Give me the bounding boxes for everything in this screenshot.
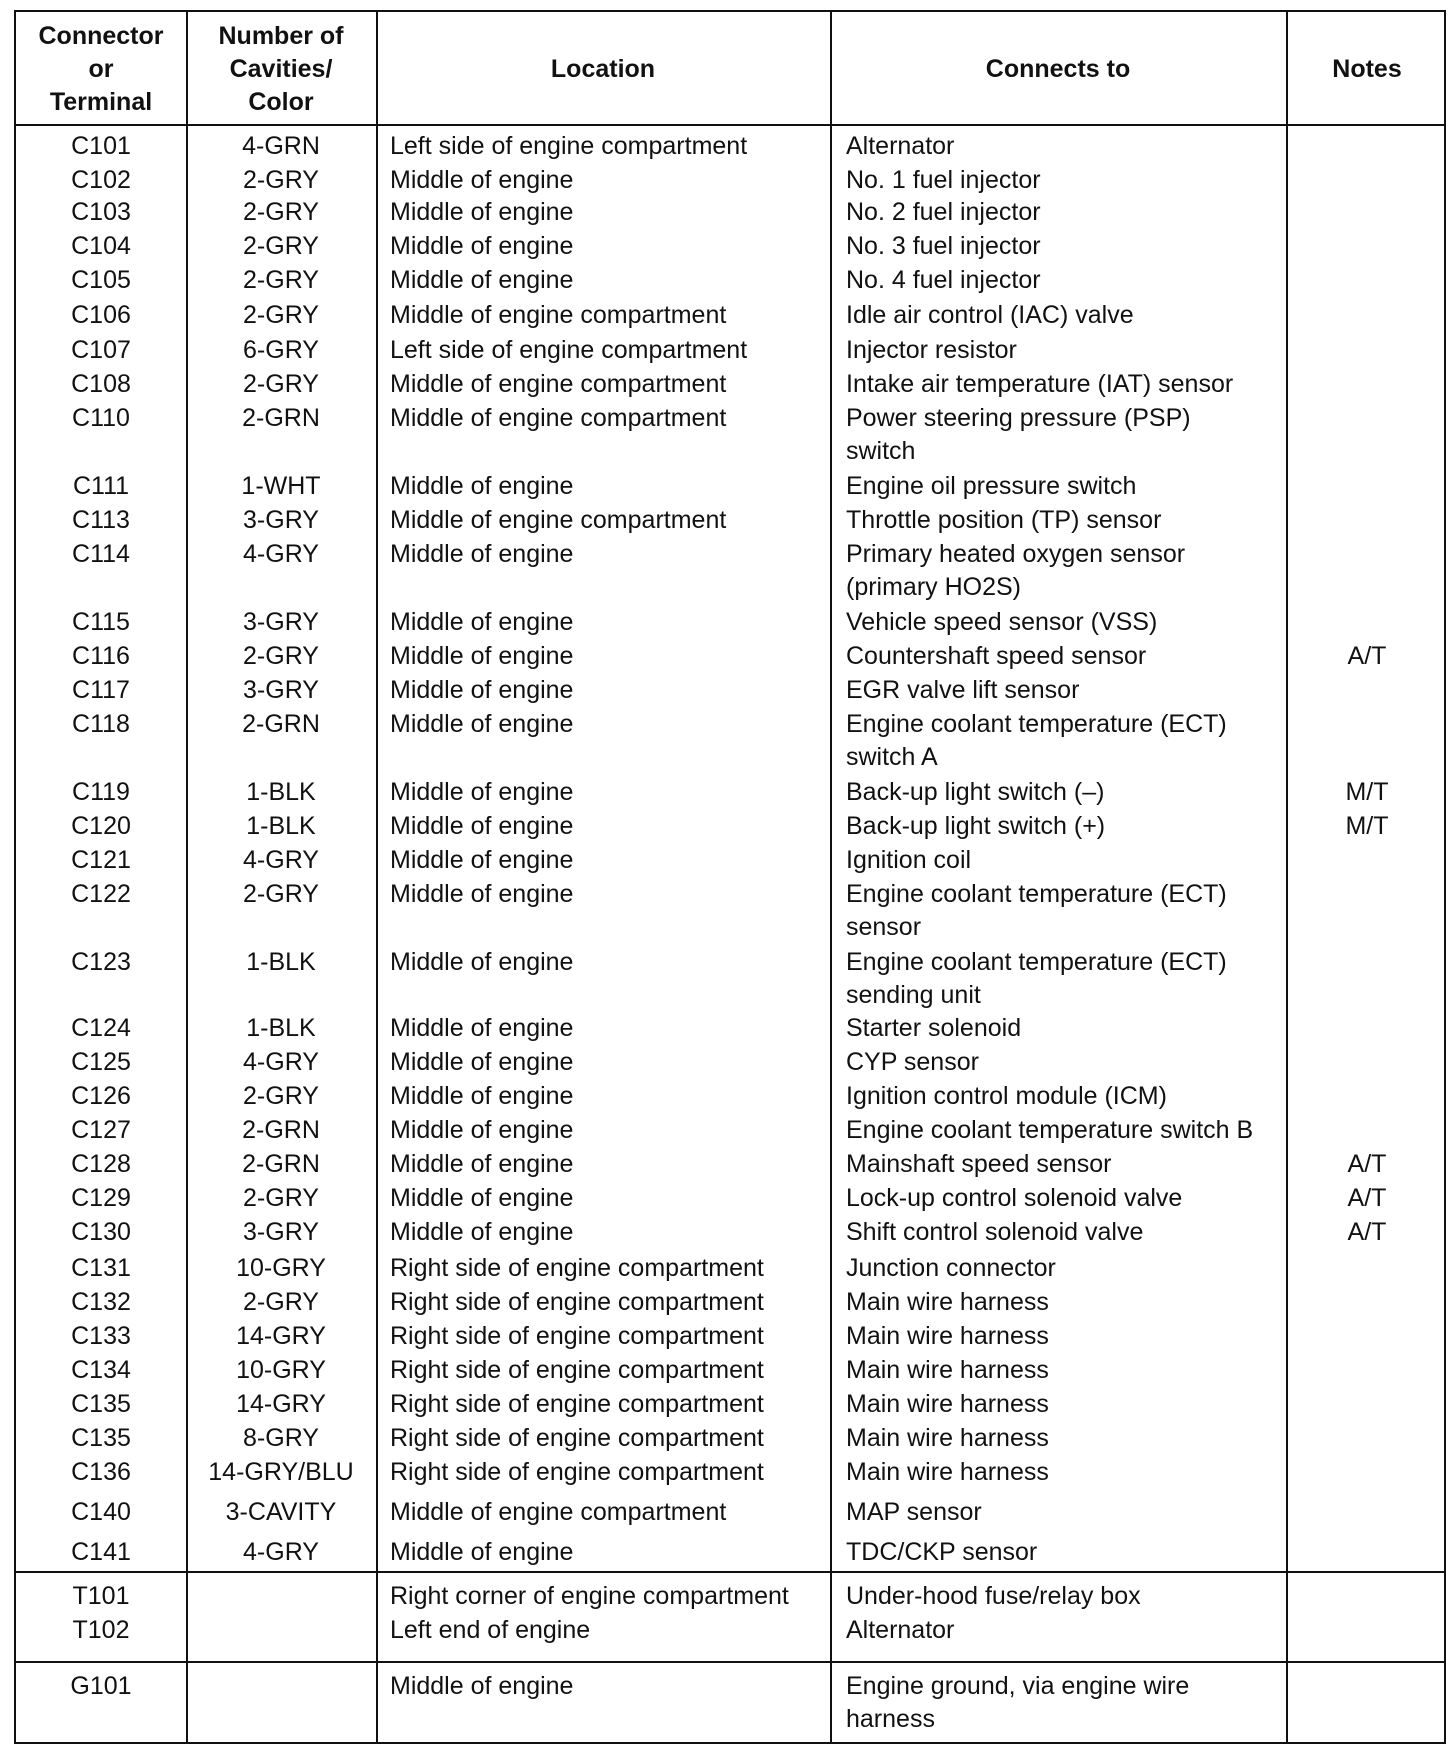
connector-id: C103 [71,198,131,226]
cavity-color: 2-GRY [243,1184,319,1212]
connector-id: C119 [72,778,130,806]
location: Middle of engine [390,1538,574,1566]
connector-id: C123 [71,948,131,976]
notes: A/T [1347,1218,1387,1246]
connects-to: Injector resistor [846,336,1017,364]
connects-to: Main wire harness [846,1288,1049,1316]
location: Middle of engine [390,1116,574,1144]
connector-id: T102 [72,1616,130,1644]
connector-id: C128 [71,1150,131,1178]
section-divider [16,1661,1444,1663]
location: Middle of engine [390,1184,574,1212]
connector-id: C127 [71,1116,131,1144]
location: Middle of engine [390,676,574,704]
cavity-color: 4-GRY [243,540,319,568]
cavity-color: 4-GRY [243,846,319,874]
connects-to: TDC/CKP sensor [846,1538,1038,1566]
location: Middle of engine [390,880,574,908]
cavity-color: 3-GRY [243,1218,319,1246]
connector-id: C136 [71,1458,131,1486]
location: Right side of engine compartment [390,1254,764,1282]
connects-to: Engine coolant temperature switch B [846,1116,1254,1144]
location: Right side of engine compartment [390,1390,764,1418]
location: Right side of engine compartment [390,1458,764,1486]
location: Left end of engine [390,1616,591,1644]
notes: M/T [1345,812,1389,840]
location: Middle of engine compartment [390,301,727,329]
location: Middle of engine [390,472,574,500]
connects-to: No. 3 fuel injector [846,232,1041,260]
connector-id: C130 [71,1218,131,1246]
location: Middle of engine [390,540,574,568]
connector-id: C102 [71,166,131,194]
location: Left side of engine compartment [390,336,748,364]
connects-to: No. 4 fuel injector [846,266,1041,294]
connects-to: Lock-up control solenoid valve [846,1184,1183,1212]
connects-to: No. 1 fuel injector [846,166,1041,194]
connector-id: T101 [72,1582,130,1610]
connects-to: Back-up light switch (–) [846,778,1105,806]
location: Middle of engine [390,812,574,840]
connector-id: C120 [71,812,131,840]
header-location: Location [550,54,656,83]
connects-to: Engine coolant temperature (ECT) sending unit [846,948,1227,1009]
connects-to: Main wire harness [846,1424,1049,1452]
connects-to: Under-hood fuse/relay box [846,1582,1141,1610]
location: Middle of engine [390,642,574,670]
connects-to: Shift control solenoid valve [846,1218,1144,1246]
location: Middle of engine [390,778,574,806]
location: Middle of engine compartment [390,506,727,534]
connects-to: Engine ground, via engine wire harness [846,1672,1190,1733]
connects-to: Engine coolant temperature (ECT) sensor [846,880,1227,941]
location: Middle of engine [390,948,574,976]
connector-id: C113 [72,506,130,534]
column-divider [1286,12,1288,1742]
header-connector: Connector or Terminal [38,21,164,116]
connects-to: Mainshaft speed sensor [846,1150,1112,1178]
cavity-color: 14-GRY [236,1322,326,1350]
cavity-color: 14-GRY/BLU [208,1458,354,1486]
header-notes: Notes [1332,54,1402,83]
connector-id: C110 [72,404,130,432]
connector-id: C118 [72,710,130,738]
location: Middle of engine [390,166,574,194]
connects-to: Alternator [846,1616,955,1644]
location: Middle of engine [390,198,574,226]
connector-id: C135 [71,1390,131,1418]
cavity-color: 4-GRY [243,1048,319,1076]
cavity-color: 3-GRY [243,506,319,534]
location: Right side of engine compartment [390,1288,764,1316]
cavity-color: 1-BLK [246,1014,316,1042]
header-cavities: Number of Cavities/ Color [218,21,344,116]
cavity-color: 2-GRN [242,1116,320,1144]
location: Middle of engine [390,1218,574,1246]
connects-to: Power steering pressure (PSP) switch [846,404,1191,465]
notes: A/T [1347,642,1387,670]
cavity-color: 2-GRY [243,266,319,294]
cavity-color: 2-GRY [243,880,319,908]
cavity-color: 2-GRY [243,370,319,398]
connector-id: C125 [71,1048,131,1076]
connector-id: C117 [72,676,130,704]
location: Left side of engine compartment [390,132,748,160]
connects-to: Intake air temperature (IAT) sensor [846,370,1234,398]
connector-id: C106 [71,301,131,329]
connector-id: C132 [71,1288,131,1316]
connects-to: Ignition control module (ICM) [846,1082,1167,1110]
connector-id: C104 [71,232,131,260]
location: Right side of engine compartment [390,1424,764,1452]
connects-to: EGR valve lift sensor [846,676,1080,704]
cavity-color: 3-CAVITY [225,1498,337,1526]
location: Right corner of engine compartment [390,1582,789,1610]
connector-id: C126 [71,1082,131,1110]
cavity-color: 10-GRY [236,1356,326,1384]
location: Middle of engine [390,608,574,636]
cavity-color: 10-GRY [236,1254,326,1282]
connector-id: C114 [72,540,130,568]
cavity-color: 1-BLK [246,778,316,806]
connector-table [14,10,1446,1744]
cavity-color: 2-GRY [243,642,319,670]
connector-id: C141 [71,1538,131,1566]
location: Middle of engine compartment [390,370,727,398]
cavity-color: 6-GRY [243,336,319,364]
connector-id: C134 [71,1356,131,1384]
connects-to: Main wire harness [846,1322,1049,1350]
notes: A/T [1347,1150,1387,1178]
cavity-color: 2-GRY [243,1288,319,1316]
location: Middle of engine compartment [390,1498,727,1526]
cavity-color: 8-GRY [243,1424,319,1452]
cavity-color: 4-GRN [242,132,320,160]
cavity-color: 4-GRY [243,1538,319,1566]
connects-to: Vehicle speed sensor (VSS) [846,608,1158,636]
cavity-color: 1-WHT [241,472,321,500]
location: Middle of engine compartment [390,404,727,432]
connector-id: C131 [71,1254,131,1282]
location: Right side of engine compartment [390,1356,764,1384]
cavity-color: 2-GRY [243,166,319,194]
connector-id: C105 [71,266,131,294]
cavity-color: 2-GRY [243,232,319,260]
notes: A/T [1347,1184,1387,1212]
connects-to: Main wire harness [846,1458,1049,1486]
connector-id: C121 [71,846,131,874]
cavity-color: 2-GRN [242,1150,320,1178]
connects-to: Countershaft speed sensor [846,642,1147,670]
location: Middle of engine [390,846,574,874]
location: Middle of engine [390,710,574,738]
connects-to: Main wire harness [846,1356,1049,1384]
column-divider [830,12,832,1742]
connector-id: C101 [71,132,131,160]
cavity-color: 2-GRY [243,1082,319,1110]
cavity-color: 2-GRN [242,710,320,738]
location: Middle of engine [390,1014,574,1042]
location: Middle of engine [390,1082,574,1110]
connector-id: C107 [71,336,131,364]
connects-to: Primary heated oxygen sensor (primary HO2S) [846,540,1186,601]
connector-id: C140 [71,1498,131,1526]
header-connects-to: Connects to [985,54,1131,83]
connector-id: C115 [72,608,130,636]
connects-to: Back-up light switch (+) [846,812,1106,840]
connects-to: Alternator [846,132,955,160]
connects-to: CYP sensor [846,1048,979,1076]
connector-id: C133 [71,1322,131,1350]
location: Middle of engine [390,1048,574,1076]
connects-to: Engine oil pressure switch [846,472,1137,500]
connector-id: C122 [71,880,131,908]
cavity-color: 14-GRY [236,1390,326,1418]
connects-to: No. 2 fuel injector [846,198,1041,226]
connector-id: C116 [72,642,130,670]
notes: M/T [1345,778,1389,806]
connector-id: C124 [71,1014,131,1042]
column-divider [376,12,378,1742]
section-divider [16,1571,1444,1573]
connector-id: G101 [70,1672,132,1700]
connector-id: C135 [71,1424,131,1452]
cavity-color: 1-BLK [246,812,316,840]
location: Middle of engine [390,1672,574,1700]
connects-to: MAP sensor [846,1498,982,1526]
location: Middle of engine [390,232,574,260]
connects-to: Throttle position (TP) sensor [846,506,1162,534]
connects-to: Main wire harness [846,1390,1049,1418]
location: Right side of engine compartment [390,1322,764,1350]
cavity-color: 2-GRY [243,301,319,329]
connects-to: Engine coolant temperature (ECT) switch A [846,710,1227,771]
connector-id: C129 [71,1184,131,1212]
connects-to: Junction connector [846,1254,1056,1282]
cavity-color: 3-GRY [243,608,319,636]
connects-to: Starter solenoid [846,1014,1022,1042]
connects-to: Ignition coil [846,846,972,874]
cavity-color: 3-GRY [243,676,319,704]
cavity-color: 2-GRY [243,198,319,226]
cavity-color: 2-GRN [242,404,320,432]
location: Middle of engine [390,266,574,294]
connector-id: C108 [71,370,131,398]
connects-to: Idle air control (IAC) valve [846,301,1134,329]
connector-id: C111 [72,472,130,500]
cavity-color: 1-BLK [246,948,316,976]
location: Middle of engine [390,1150,574,1178]
